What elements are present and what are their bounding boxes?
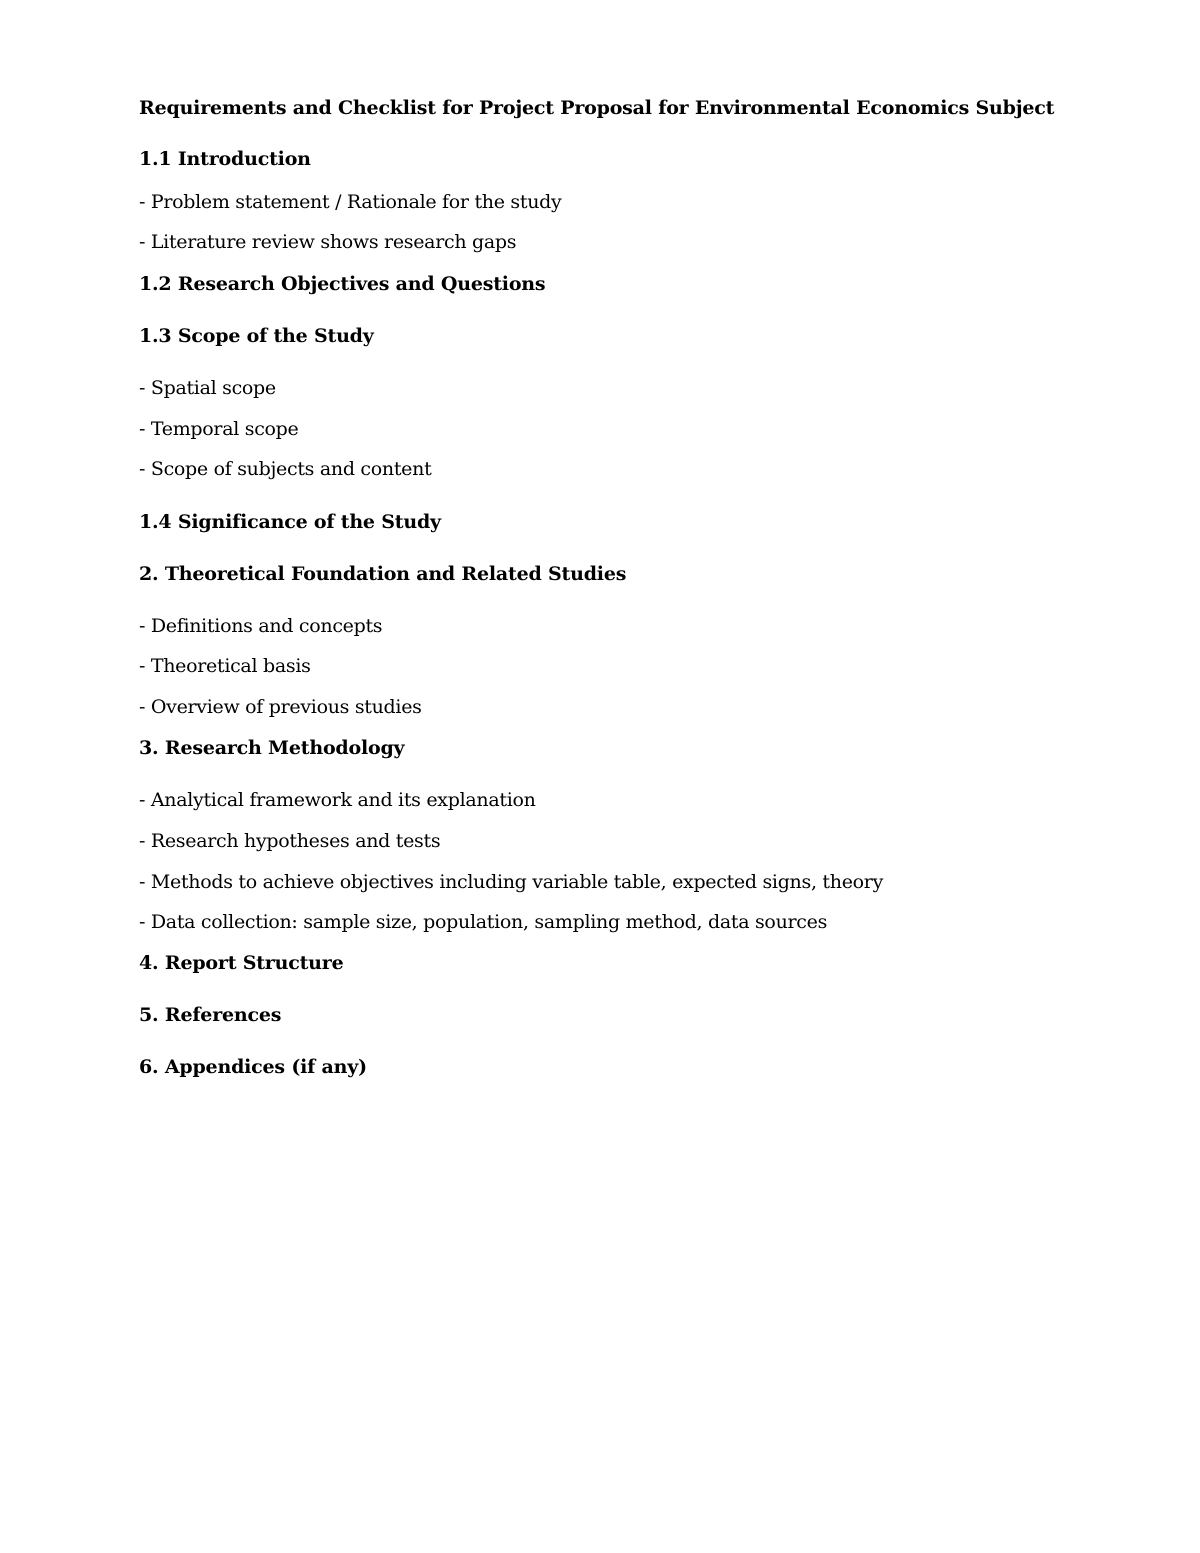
list-item: - Scope of subjects and content	[139, 458, 432, 480]
section-heading-report-structure: 4. Report Structure	[139, 952, 344, 974]
section-heading-objectives: 1.2 Research Objectives and Questions	[139, 273, 546, 295]
list-item: - Overview of previous studies	[139, 696, 422, 718]
section-heading-appendices: 6. Appendices (if any)	[139, 1056, 367, 1078]
section-heading-significance: 1.4 Significance of the Study	[139, 511, 441, 533]
list-item: - Spatial scope	[139, 377, 276, 399]
list-item: - Research hypotheses and tests	[139, 830, 441, 852]
section-heading-references: 5. References	[139, 1004, 282, 1026]
list-item: - Data collection: sample size, population, sampling method, data sources	[139, 911, 828, 933]
list-item: - Definitions and concepts	[139, 615, 383, 637]
list-item: - Literature review shows research gaps	[139, 231, 517, 253]
list-item: - Temporal scope	[139, 418, 299, 440]
list-item: - Problem statement / Rationale for the study	[139, 191, 562, 213]
section-heading-methodology: 3. Research Methodology	[139, 737, 405, 759]
list-item: - Theoretical basis	[139, 655, 311, 677]
section-heading-introduction: 1.1 Introduction	[139, 148, 311, 170]
list-item: - Analytical framework and its explanation	[139, 789, 536, 811]
list-item: - Methods to achieve objectives including variable table, expected signs, theory	[139, 871, 883, 893]
document-title: Requirements and Checklist for Project Proposal for Environmental Economics Subject	[139, 97, 1055, 119]
section-heading-theoretical-foundation: 2. Theoretical Foundation and Related Studies	[139, 563, 627, 585]
section-heading-scope: 1.3 Scope of the Study	[139, 325, 374, 347]
